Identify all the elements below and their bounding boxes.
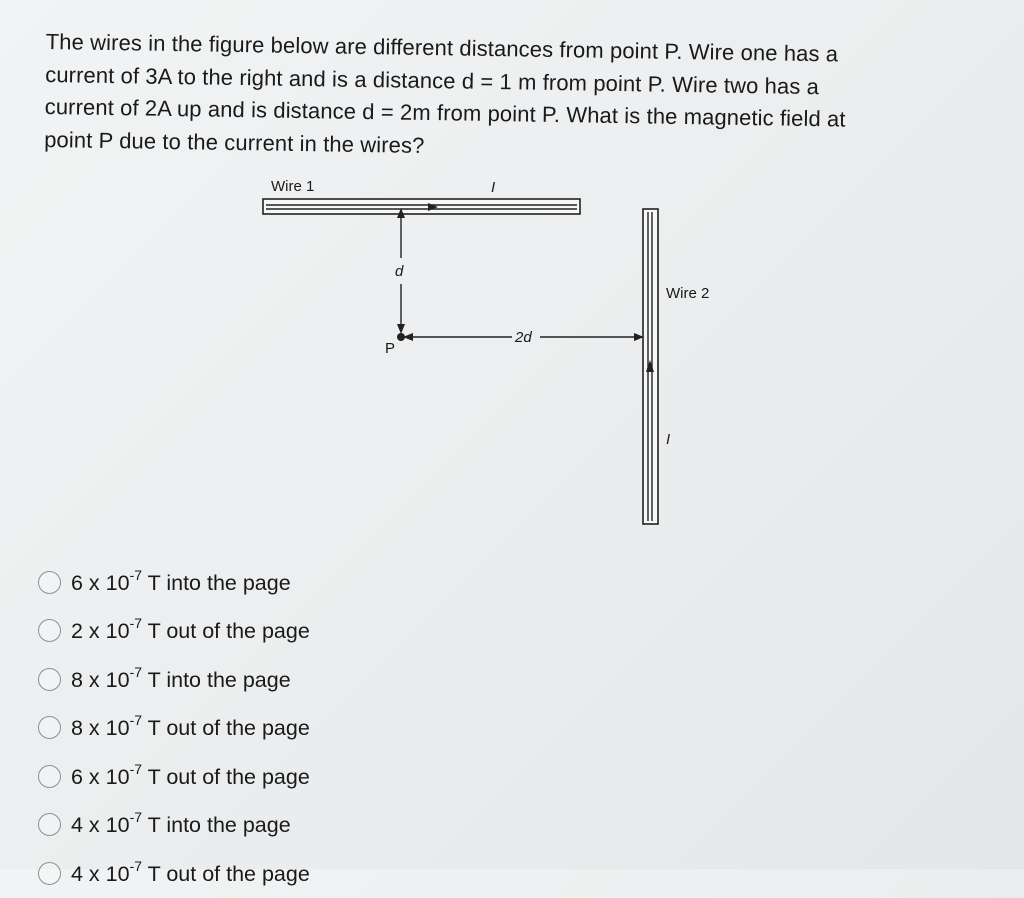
wire-1-label: Wire 1: [271, 178, 315, 195]
question-line: The wires in the figure below are different distances from point P. Wire one has a: [45, 28, 839, 67]
answer-options: [38, 558, 458, 898]
wire-1: [263, 199, 580, 214]
current-2-label: I: [666, 431, 671, 448]
point-p-label: P: [385, 340, 396, 357]
radio-button[interactable]: [38, 571, 61, 594]
radio-button[interactable]: [38, 813, 61, 836]
point-p-dot: [397, 333, 405, 341]
radio-button[interactable]: [38, 765, 61, 788]
wire-2-label: Wire 2: [666, 285, 710, 302]
option-label[interactable]: 6 x $10^{-7}$ T into the page: [71, 566, 291, 595]
option-label[interactable]: 2 x $10^{-7}$ T out of the page: [71, 615, 310, 644]
question-line: current of 3A to the right and is a distance d = 1 m from point P. Wire two has a: [45, 61, 820, 99]
answer-option[interactable]: [38, 849, 458, 898]
current-1-label: I: [491, 179, 496, 196]
answer-option[interactable]: [38, 801, 458, 850]
distance-d-label: d: [395, 263, 404, 280]
option-label[interactable]: 8 x $10^{-7}$ T out of the page: [71, 712, 310, 741]
answer-option[interactable]: [38, 607, 458, 656]
answer-option[interactable]: [38, 752, 458, 801]
radio-button[interactable]: [38, 619, 61, 642]
question-line: current of 2A up and is distance d = 2m from point P. What is the magnetic field at: [44, 93, 846, 132]
distance-2d-label: 2d: [515, 329, 532, 346]
answer-option[interactable]: [38, 704, 458, 753]
option-label[interactable]: 4 x $10^{-7}$ T out of the page: [71, 857, 310, 886]
option-label[interactable]: 6 x $10^{-7}$ T out of the page: [71, 760, 310, 789]
radio-button[interactable]: [38, 862, 61, 885]
radio-button[interactable]: [38, 716, 61, 739]
option-label[interactable]: 8 x $10^{-7}$ T into the page: [71, 663, 291, 692]
question-line: point P due to the current in the wires?: [44, 126, 425, 158]
option-label[interactable]: 4 x $10^{-7}$ T into the page: [71, 809, 291, 838]
answer-option[interactable]: [38, 558, 458, 607]
radio-button[interactable]: [38, 668, 61, 691]
answer-option[interactable]: [38, 655, 458, 704]
